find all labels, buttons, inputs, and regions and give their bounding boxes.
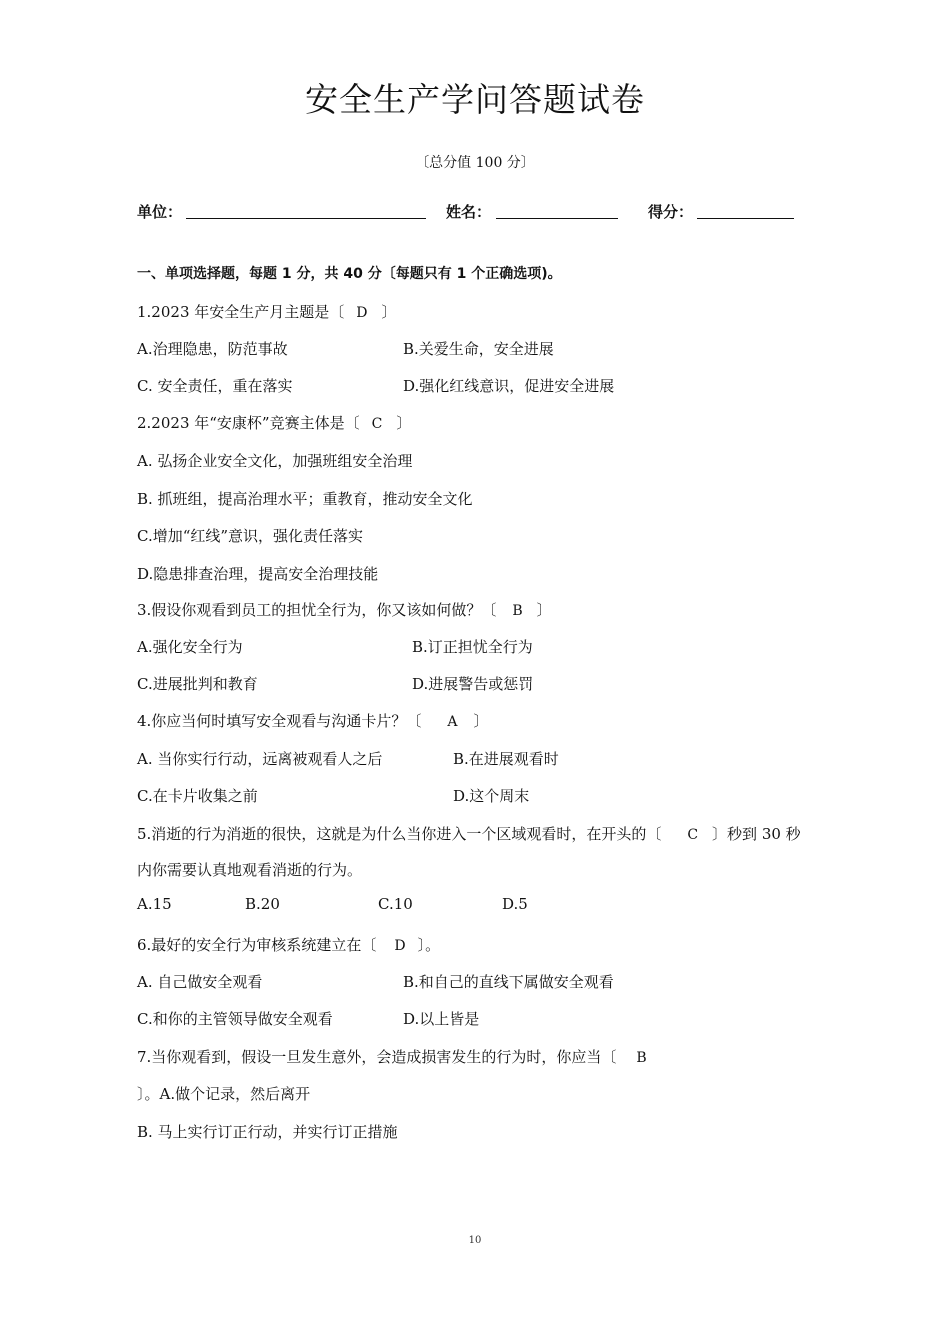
- page-number: 10: [468, 1235, 482, 1246]
- option-c: C.10: [378, 895, 413, 913]
- answer-mark: C: [371, 416, 383, 432]
- answer-mark: B: [512, 603, 523, 619]
- section-heading: 一、单项选择题，每题 1 分，共 40 分〔每题只有 1 个正确选项)。: [137, 266, 562, 282]
- bracket-close: 〕: [473, 712, 489, 730]
- question-stem: 6.最好的安全行为审核系统建立在〔: [137, 936, 377, 954]
- option-b: B. 抓班组，提高治理水平；重教育，推动安全文化: [137, 490, 473, 508]
- bracket-close: 〕: [381, 303, 397, 321]
- question-5-line-2: 内你需要认真地观看消逝的行为。: [137, 861, 363, 879]
- score-label: 得分：: [648, 203, 694, 221]
- question-4: [137, 710, 488, 731]
- question-stem: 7.当你观看到，假设一旦发生意外，会造成损害发生的行为时，你应当〔: [137, 1048, 617, 1066]
- option-a: A. 自己做安全观看: [137, 973, 263, 991]
- question-6: [137, 934, 440, 955]
- bracket-close: 〕: [536, 601, 552, 619]
- option-d: D.以上皆是: [403, 1010, 480, 1028]
- bracket-close: 〕。: [417, 936, 441, 954]
- option-c: C. 安全责任，重在落实: [137, 377, 293, 395]
- answer-mark: D: [356, 305, 368, 321]
- answer-mark: D: [394, 938, 406, 954]
- option-c: C.和你的主管领导做安全观看: [137, 1010, 333, 1028]
- question-stem: 4.你应当何时填写安全观看与沟通卡片？〔: [137, 712, 422, 730]
- option-c: C.在卡片收集之前: [137, 787, 258, 805]
- unit-field[interactable]: [186, 218, 426, 219]
- option-d: D.隐患排查治理，提高安全治理技能: [137, 565, 379, 583]
- option-b: B.订正担忧全行为: [412, 638, 533, 656]
- option-c: C.进展批判和教育: [137, 675, 258, 693]
- option-a: A.15: [137, 895, 172, 913]
- question-5: [137, 823, 801, 844]
- question-2: [137, 412, 411, 433]
- option-b: B.在进展观看时: [453, 750, 559, 768]
- question-stem: 3.假设你观看到员工的担忧全行为，你又该如何做？〔: [137, 601, 497, 619]
- question-7-line-2: 〕。A.做个记录，然后离开: [137, 1085, 311, 1103]
- option-a: A. 弘扬企业安全文化，加强班组安全治理: [137, 452, 413, 470]
- total-score-note: 〔总分值 100 分〕: [415, 155, 535, 171]
- answer-mark: C: [687, 827, 699, 843]
- option-b: B.和自己的直线下属做安全观看: [403, 973, 614, 991]
- page-title: 安全生产学问答题试卷: [305, 80, 645, 119]
- answer-mark: B: [636, 1050, 647, 1066]
- question-stem: 5.消逝的行为消逝的很快，这就是为什么当你进入一个区域观看时，在开头的〔: [137, 825, 662, 843]
- question-stem: 1.2023 年安全生产月主题是〔: [137, 303, 345, 321]
- option-d: D.进展警告或惩罚: [412, 675, 534, 693]
- option-a: A.治理隐患，防范事故: [137, 340, 288, 358]
- question-1: [137, 301, 397, 322]
- option-d: D.这个周末: [453, 787, 530, 805]
- unit-label: 单位：: [137, 203, 183, 221]
- option-b: B.20: [245, 895, 280, 913]
- score-field[interactable]: [697, 218, 794, 219]
- question-stem: 2.2023 年“安康杯”竞赛主体是〔: [137, 414, 360, 432]
- name-field[interactable]: [496, 218, 618, 219]
- option-b: B. 马上实行订正行动，并实行订正措施: [137, 1123, 398, 1141]
- answer-mark: A: [447, 714, 458, 730]
- option-a: A.强化安全行为: [137, 638, 243, 656]
- bracket-close: 〕: [396, 414, 412, 432]
- option-c: C.增加“红线”意识，强化责任落实: [137, 527, 364, 545]
- option-a: A. 当你实行行动，远离被观看人之后: [137, 750, 383, 768]
- option-d: D.强化红线意识，促进安全进展: [403, 377, 615, 395]
- name-label: 姓名：: [446, 203, 492, 221]
- question-7: [137, 1046, 647, 1067]
- option-d: D.5: [502, 895, 528, 913]
- question-tail: 〕秒到 30 秒: [712, 825, 801, 843]
- option-b: B.关爱生命，安全进展: [403, 340, 554, 358]
- question-3: [137, 599, 552, 620]
